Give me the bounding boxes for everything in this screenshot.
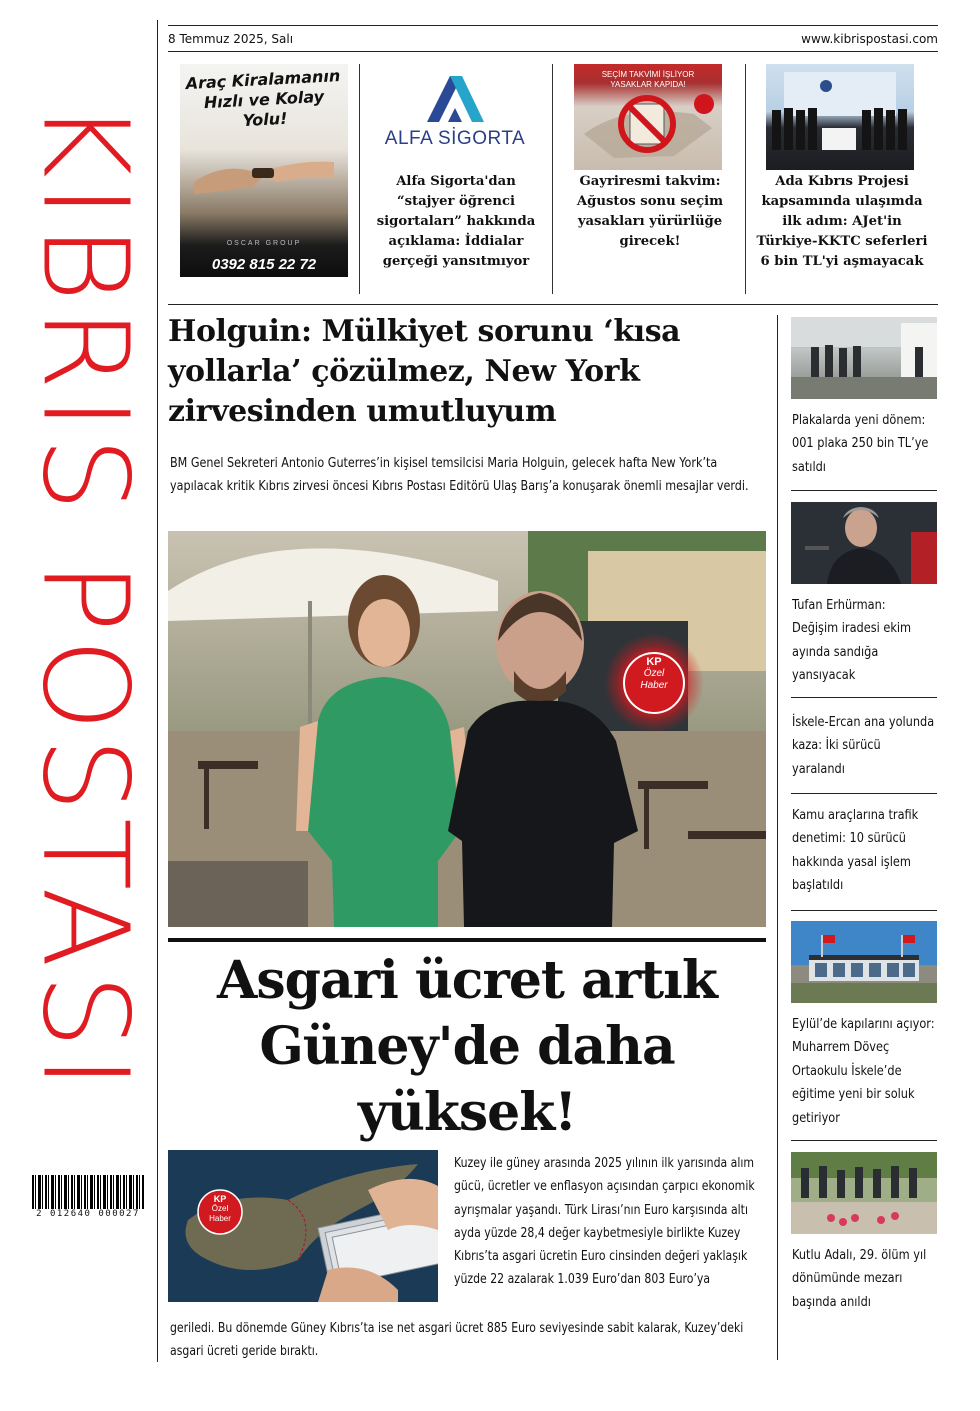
sidebar-divider [777, 315, 778, 1360]
alfa-sigorta-logo [372, 64, 538, 170]
lead-headline[interactable]: Holguin: Mülkiyet sorunu ‘kısa yollarla’ çözülmez, New York zirvesinden umutluyum [168, 314, 681, 429]
sidebar-headline[interactable]: Kutlu Adalı, 29. ölüm yıl dönümünde mezarı başında anıldı [792, 1247, 927, 1310]
alfa-sigorta-wordmark: ALFA SİGORTA [384, 128, 526, 149]
sidebar-headline[interactable]: Tufan Erhürman: Değişim iradesi ekim ayında sandığa yansıyacak [792, 597, 912, 684]
graphic-caption: SEÇİM TAKVİMİ İŞLİYOR YASAKLAR KAPIDA! [601, 70, 695, 89]
memorial-ceremony-photo[interactable] [791, 1152, 937, 1234]
exclusive-badge: KP Özel Haber [640, 656, 668, 691]
section-divider-thick [168, 938, 766, 942]
holguin-interview-photo[interactable] [168, 531, 766, 927]
sidebar-separator [791, 697, 937, 698]
issue-date: 8 Temmuz 2025, Salı [168, 31, 294, 46]
teaser-headline[interactable]: Ada Kıbrıs Projesi kapsamında ulaşımda ilk adım: AJet'in Türkiye-KKTC seferleri 6 bin TL'yi aşmayacak [756, 174, 928, 269]
sidebar-headline[interactable]: Eylül’de kapılarını açıyor: Muharrem Döveç Ortaokulu İskele’de eğitime yeni bir soluk getiriyor [792, 1016, 935, 1126]
ad-phone: 0392 815 22 72 [211, 256, 317, 273]
sidebar-headline[interactable]: Plakalarda yeni dönem: 001 plaka 250 bin TL’ye satıldı [792, 412, 929, 475]
teaser-divider [552, 64, 553, 294]
sidebar-separator [791, 490, 937, 491]
barcode [32, 1175, 144, 1219]
main-headline[interactable]: Asgari ücret artık Güney'de daha yüksek! [217, 950, 717, 1143]
handshake-keys-illustration [194, 142, 334, 202]
sidebar-headline[interactable]: Kamu araçlarına trafik denetimi: 10 sürücü hakkında yasal işlem başlatıldı [792, 807, 919, 894]
ad-slogan: Araç Kiralamanın Hızlı ve Kolay Yolu! [185, 65, 341, 131]
barcode-bars [32, 1175, 144, 1209]
story-body-continued: geriledi. Bu dönemde Güney Kıbrıs’ta ise net asgari ücret 885 Euro seviyesinde sabit kalarak, Kuzey’deki asgari ücreti geride bıraktı. [170, 1321, 744, 1359]
school-building-photo[interactable] [791, 921, 937, 1003]
teaser-headline[interactable]: Gayriresmi takvim: Ağustos sonu seçim yasakları yürürlüğe girecek! [576, 174, 724, 249]
masthead-divider [157, 20, 158, 1362]
top-teasers [168, 62, 938, 296]
sidebar-separator [791, 910, 937, 911]
erhurman-photo[interactable] [791, 502, 937, 584]
license-plate-photo[interactable] [791, 317, 937, 399]
lead-summary: BM Genel Sekreteri Antonio Guterres’in kişisel temsilcisi Maria Holguin, gelecek hafta New York’ta yapılacak kritik Kıbrıs zirvesi öncesi Kıbrıs Postası Editörü Ulaş Barış’a konuşarak önemli mesajlar verdi. [170, 456, 749, 494]
election-calendar-graphic [574, 64, 722, 170]
teaser-headline[interactable]: Alfa Sigorta'dan “stajyer öğrenci sigortaları” hakkında açıklama: İddialar gerçeği yansıtmıyor [376, 174, 536, 269]
story-body: Kuzey ile güney arasında 2025 yılının ilk yarısında alım gücü, ücretler ve enflasyon açısından çarpıcı ekonomik ayrışmalar yaşandı. Türk Lirası’nın Euro karşısında altı ayda yüzde 28,4 değer kaybetmesiyle birlikte Kuzey Kıbrıs’ta asgari ücretin Euro cinsinden değeri yaklaşık yüzde 22 azalarak 1.039 Euro’dan 803 Euro’ya [454, 1156, 755, 1288]
cyprus-money-photo[interactable] [168, 1150, 438, 1302]
teaser-2[interactable] [554, 62, 746, 296]
masthead [10, 18, 160, 1178]
website-link[interactable]: www.kibrispostasi.com [801, 31, 938, 46]
section-divider [168, 304, 938, 305]
teaser-1[interactable] [360, 62, 552, 296]
barcode-number: 2 012640 000027 [36, 1209, 140, 1219]
ajet-event-photo [766, 64, 914, 170]
sidebar-headline[interactable]: İskele-Ercan ana yolunda kaza: İki sürücü yaralandı [792, 714, 935, 777]
newspaper-title: KIBRIS POSTASI [16, 100, 154, 1096]
sidebar-separator [791, 1140, 937, 1141]
car-rental-ad[interactable] [180, 64, 348, 277]
exclusive-badge: KP Özel Haber [209, 1194, 231, 1223]
sidebar-separator [791, 793, 937, 794]
ad-brand: OSCAR GROUP [226, 240, 302, 247]
topbar [168, 25, 938, 52]
teaser-3[interactable] [746, 62, 938, 296]
